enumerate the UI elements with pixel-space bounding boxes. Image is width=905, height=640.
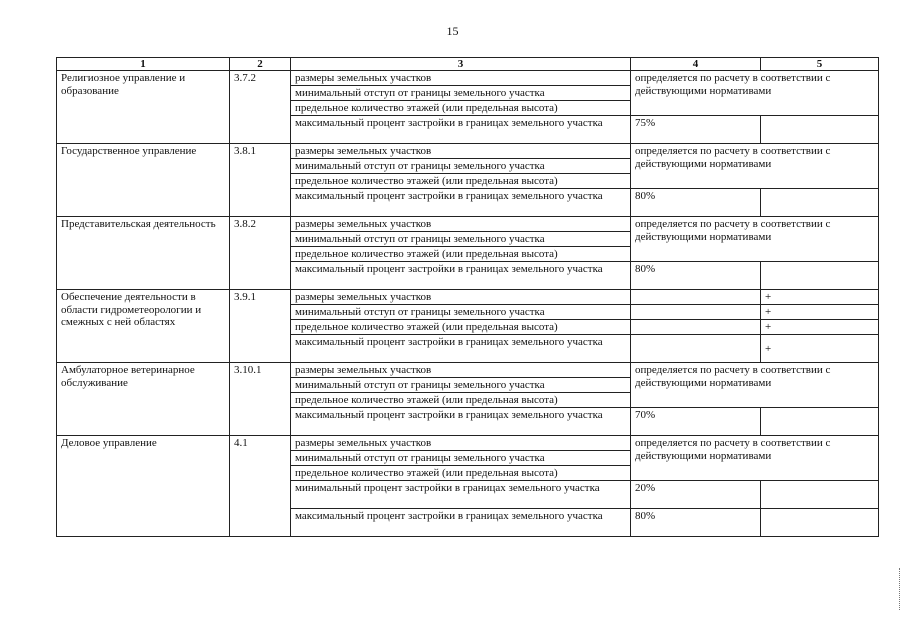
value-cell: 70% bbox=[631, 408, 761, 436]
value-cell-merged: определяется по расчету в соответствии с действующими нормативами bbox=[631, 217, 879, 262]
parameter-cell: предельное количество этажей (или предельная высота) bbox=[291, 247, 631, 262]
value-cell: 80% bbox=[631, 189, 761, 217]
table-row bbox=[57, 290, 879, 305]
parameter-cell: размеры земельных участков bbox=[291, 144, 631, 159]
table-row bbox=[57, 71, 879, 86]
header-row bbox=[57, 58, 879, 71]
parameter-cell: предельное количество этажей (или предельная высота) bbox=[291, 174, 631, 189]
parameter-cell: максимальный процент застройки в границах земельного участка bbox=[291, 408, 631, 436]
column-header-3: 3 bbox=[291, 58, 631, 71]
scan-artifact bbox=[899, 568, 903, 610]
empty-cell bbox=[631, 290, 761, 305]
parameter-cell: размеры земельных участков bbox=[291, 217, 631, 232]
activity-name: Религиозное управление и образование bbox=[57, 71, 230, 144]
page-number: 15 bbox=[446, 24, 459, 38]
column-header-4: 4 bbox=[631, 58, 761, 71]
value-cell-merged: определяется по расчету в соответствии с действующими нормативами bbox=[631, 144, 879, 189]
column-header-2: 2 bbox=[230, 58, 291, 71]
empty-cell bbox=[631, 305, 761, 320]
activity-code: 3.9.1 bbox=[230, 290, 291, 363]
value-cell: 80% bbox=[631, 262, 761, 290]
activity-name: Государственное управление bbox=[57, 144, 230, 217]
empty-cell bbox=[761, 509, 879, 537]
parameter-cell: минимальный отступ от границы земельного участка bbox=[291, 159, 631, 174]
regulations-table bbox=[56, 57, 879, 537]
parameter-cell: минимальный отступ от границы земельного участка bbox=[291, 451, 631, 466]
activity-code: 3.8.1 bbox=[230, 144, 291, 217]
value-cell-merged: определяется по расчету в соответствии с действующими нормативами bbox=[631, 436, 879, 481]
activity-name: Представительская деятельность bbox=[57, 217, 230, 290]
activity-name: Деловое управление bbox=[57, 436, 230, 537]
plus-mark: + bbox=[761, 290, 879, 305]
activity-code: 4.1 bbox=[230, 436, 291, 537]
parameter-cell: размеры земельных участков bbox=[291, 290, 631, 305]
parameter-cell: максимальный процент застройки в границах земельного участка bbox=[291, 335, 631, 363]
parameter-cell: максимальный процент застройки в границах земельного участка bbox=[291, 509, 631, 537]
value-cell: 75% bbox=[631, 116, 761, 144]
table-row bbox=[57, 217, 879, 232]
parameter-cell: минимальный процент застройки в границах земельного участка bbox=[291, 481, 631, 509]
parameter-cell: максимальный процент застройки в границах земельного участка bbox=[291, 189, 631, 217]
column-header-5: 5 bbox=[761, 58, 879, 71]
plus-mark: + bbox=[761, 320, 879, 335]
parameter-cell: минимальный отступ от границы земельного участка bbox=[291, 305, 631, 320]
parameter-cell: максимальный процент застройки в границах земельного участка bbox=[291, 262, 631, 290]
empty-cell bbox=[761, 408, 879, 436]
activity-name: Обеспечение деятельности в области гидрометеорологии и смежных с ней областях bbox=[57, 290, 230, 363]
parameter-cell: предельное количество этажей (или предельная высота) bbox=[291, 101, 631, 116]
value-cell-merged: определяется по расчету в соответствии с действующими нормативами bbox=[631, 71, 879, 116]
empty-cell bbox=[761, 262, 879, 290]
plus-mark: + bbox=[761, 335, 879, 363]
column-header-1: 1 bbox=[57, 58, 230, 71]
activity-code: 3.7.2 bbox=[230, 71, 291, 144]
parameter-cell: максимальный процент застройки в границах земельного участка bbox=[291, 116, 631, 144]
parameter-cell: предельное количество этажей (или предельная высота) bbox=[291, 393, 631, 408]
table-row bbox=[57, 436, 879, 451]
parameter-cell: размеры земельных участков bbox=[291, 436, 631, 451]
activity-code: 3.8.2 bbox=[230, 217, 291, 290]
parameter-cell: предельное количество этажей (или предельная высота) bbox=[291, 320, 631, 335]
plus-mark: + bbox=[761, 305, 879, 320]
empty-cell bbox=[631, 320, 761, 335]
table-row bbox=[57, 363, 879, 378]
value-cell: 80% bbox=[631, 509, 761, 537]
parameter-cell: размеры земельных участков bbox=[291, 71, 631, 86]
parameter-cell: минимальный отступ от границы земельного участка bbox=[291, 86, 631, 101]
value-cell-merged: определяется по расчету в соответствии с действующими нормативами bbox=[631, 363, 879, 408]
empty-cell bbox=[761, 189, 879, 217]
parameter-cell: размеры земельных участков bbox=[291, 363, 631, 378]
value-cell: 20% bbox=[631, 481, 761, 509]
activity-name: Амбулаторное ветеринарное обслуживание bbox=[57, 363, 230, 436]
table-row bbox=[57, 144, 879, 159]
empty-cell bbox=[761, 116, 879, 144]
activity-code: 3.10.1 bbox=[230, 363, 291, 436]
parameter-cell: предельное количество этажей (или предельная высота) bbox=[291, 466, 631, 481]
parameter-cell: минимальный отступ от границы земельного участка bbox=[291, 232, 631, 247]
parameter-cell: минимальный отступ от границы земельного участка bbox=[291, 378, 631, 393]
empty-cell bbox=[761, 481, 879, 509]
empty-cell bbox=[631, 335, 761, 363]
